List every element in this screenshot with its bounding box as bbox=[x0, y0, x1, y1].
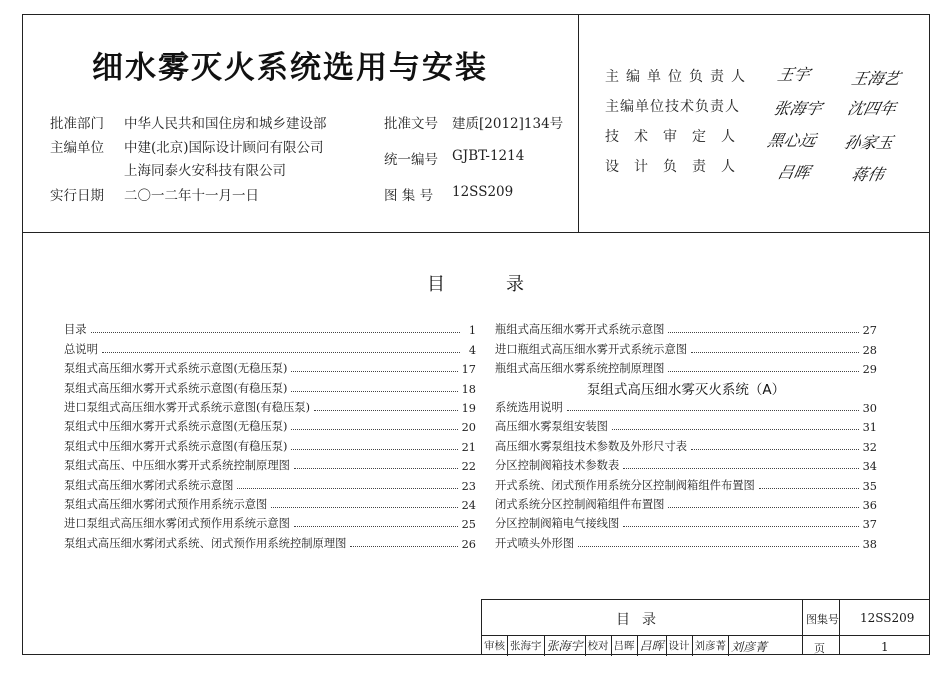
doc-no: 建质[2012]134号 bbox=[452, 116, 564, 132]
review-name: 张海宇 bbox=[508, 636, 545, 656]
design-signature: 刘彦菁 bbox=[731, 639, 768, 654]
editor-unit-2: 上海同泰火安科技有限公司 bbox=[124, 163, 286, 179]
toc-item[interactable]: 泵组式高压细水雾开式系统示意图(无稳压泵) 17 bbox=[64, 362, 476, 377]
effective-date-label: 实行日期 bbox=[50, 188, 104, 204]
toc-item[interactable]: 泵组式高压细水雾闭式系统、闭式预作用系统控制原理图 26 bbox=[64, 536, 476, 551]
signature: 王海艺 bbox=[849, 69, 902, 88]
toc-item[interactable]: 泵组式高压细水雾闭式预作用系统示意图 24 bbox=[64, 497, 476, 512]
signature: 黑心远 bbox=[765, 131, 818, 150]
header-vertical-divider bbox=[578, 14, 579, 233]
unified-no: GJBT-1214 bbox=[452, 148, 525, 164]
toc-item[interactable]: 目录 1 bbox=[64, 323, 476, 338]
signature: 张海宇 bbox=[771, 99, 824, 118]
toc-item[interactable]: 泵组式中压细水雾开式系统示意图(有稳压泵) 21 bbox=[64, 439, 476, 454]
toc-item[interactable]: 瓶组式高压细水雾系统控制原理图 29 bbox=[495, 362, 877, 377]
toc-item[interactable]: 高压细水雾泵组安装图 31 bbox=[495, 420, 877, 435]
editor-unit-1: 中建(北京)国际设计顾问有限公司 bbox=[124, 140, 324, 156]
title-block-divider bbox=[839, 600, 840, 655]
toc-item[interactable]: 闭式系统分区控制阀箱组件布置图 36 bbox=[495, 497, 877, 512]
toc-item[interactable]: 系统选用说明 30 bbox=[495, 400, 877, 415]
approval-dept-label: 批准部门 bbox=[50, 116, 104, 132]
atlas-no-label: 图集号 bbox=[806, 613, 839, 626]
toc-item[interactable]: 总说明 4 bbox=[64, 342, 476, 357]
atlas-no-label: 图 集 号 bbox=[384, 188, 434, 204]
title-block bbox=[481, 599, 930, 655]
toc-item[interactable]: 瓶组式高压细水雾开式系统示意图 27 bbox=[495, 323, 877, 338]
toc-item[interactable]: 开式喷头外形图 38 bbox=[495, 536, 877, 551]
signature: 孙家玉 bbox=[842, 133, 895, 152]
approval-dept: 中华人民共和国住房和城乡建设部 bbox=[124, 116, 327, 132]
drawing-name: 目录 bbox=[616, 612, 668, 628]
toc-item[interactable]: 泵组式中压细水雾开式系统示意图(无稳压泵) 20 bbox=[64, 420, 476, 435]
toc-item[interactable]: 分区控制阀箱电气接线图 37 bbox=[495, 517, 877, 532]
effective-date: 二〇一二年十一月一日 bbox=[124, 188, 259, 204]
signature: 沈四年 bbox=[845, 99, 898, 118]
sig-label-chief: 主编单位负责人 bbox=[605, 69, 752, 85]
design-label: 设计 bbox=[667, 636, 693, 656]
page-number: 1 bbox=[881, 640, 889, 654]
approval-row bbox=[482, 636, 802, 656]
toc-item[interactable]: 进口泵组式高压细水雾开式系统示意图(有稳压泵) 19 bbox=[64, 400, 476, 415]
toc-item[interactable]: 开式系统、闭式预作用系统分区控制阀箱组件布置图 35 bbox=[495, 478, 877, 493]
atlas-title: 细水雾灭火系统选用与安装 bbox=[92, 50, 488, 86]
toc-item[interactable]: 进口泵组式高压细水雾闭式预作用系统示意图 25 bbox=[64, 517, 476, 532]
signature: 蒋伟 bbox=[849, 165, 886, 184]
sig-label-reviewer: 技术审定人 bbox=[605, 129, 750, 145]
title-block-divider bbox=[802, 600, 803, 655]
toc-item[interactable]: 进口瓶组式高压细水雾开式系统示意图 28 bbox=[495, 342, 877, 357]
toc-heading-1: 目 bbox=[427, 274, 445, 295]
toc-item[interactable]: 分区控制阀箱技术参数表 34 bbox=[495, 459, 877, 474]
sig-label-design-lead: 设计负责人 bbox=[605, 159, 750, 175]
doc-no-label: 批准文号 bbox=[384, 116, 438, 132]
editor-label: 主编单位 bbox=[50, 140, 104, 156]
toc-item[interactable]: 泵组式高压细水雾闭式系统示意图 23 bbox=[64, 478, 476, 493]
signature: 吕晖 bbox=[775, 163, 812, 182]
design-name: 刘彦菁 bbox=[693, 636, 730, 656]
review-signature: 张海宇 bbox=[545, 636, 586, 656]
header-divider bbox=[22, 232, 930, 233]
check-name: 吕晖 bbox=[612, 636, 638, 656]
sig-label-tech-chief: 主编单位技术负责人 bbox=[605, 99, 740, 115]
review-label: 审核 bbox=[482, 636, 508, 656]
unified-no-label: 统一编号 bbox=[384, 152, 438, 168]
check-label: 校对 bbox=[586, 636, 612, 656]
atlas-no: 12SS209 bbox=[452, 184, 514, 200]
toc-right-column bbox=[495, 318, 877, 551]
toc-item[interactable]: 泵组式高压细水雾开式系统示意图(有稳压泵) 18 bbox=[64, 381, 476, 396]
toc-item[interactable]: 高压细水雾泵组技术参数及外形尺寸表 32 bbox=[495, 439, 877, 454]
page-label: 页 bbox=[814, 642, 825, 655]
toc-item[interactable]: 泵组式高压、中压细水雾开式系统控制原理图 22 bbox=[64, 459, 476, 474]
check-signature: 吕晖 bbox=[638, 636, 667, 656]
atlas-no: 12SS209 bbox=[860, 611, 915, 625]
signature: 王宇 bbox=[775, 65, 812, 84]
toc-heading-2: 录 bbox=[506, 274, 524, 295]
toc-left-column bbox=[64, 318, 476, 551]
toc-section-title: 泵组式高压细水雾灭火系统（A） bbox=[586, 382, 786, 399]
